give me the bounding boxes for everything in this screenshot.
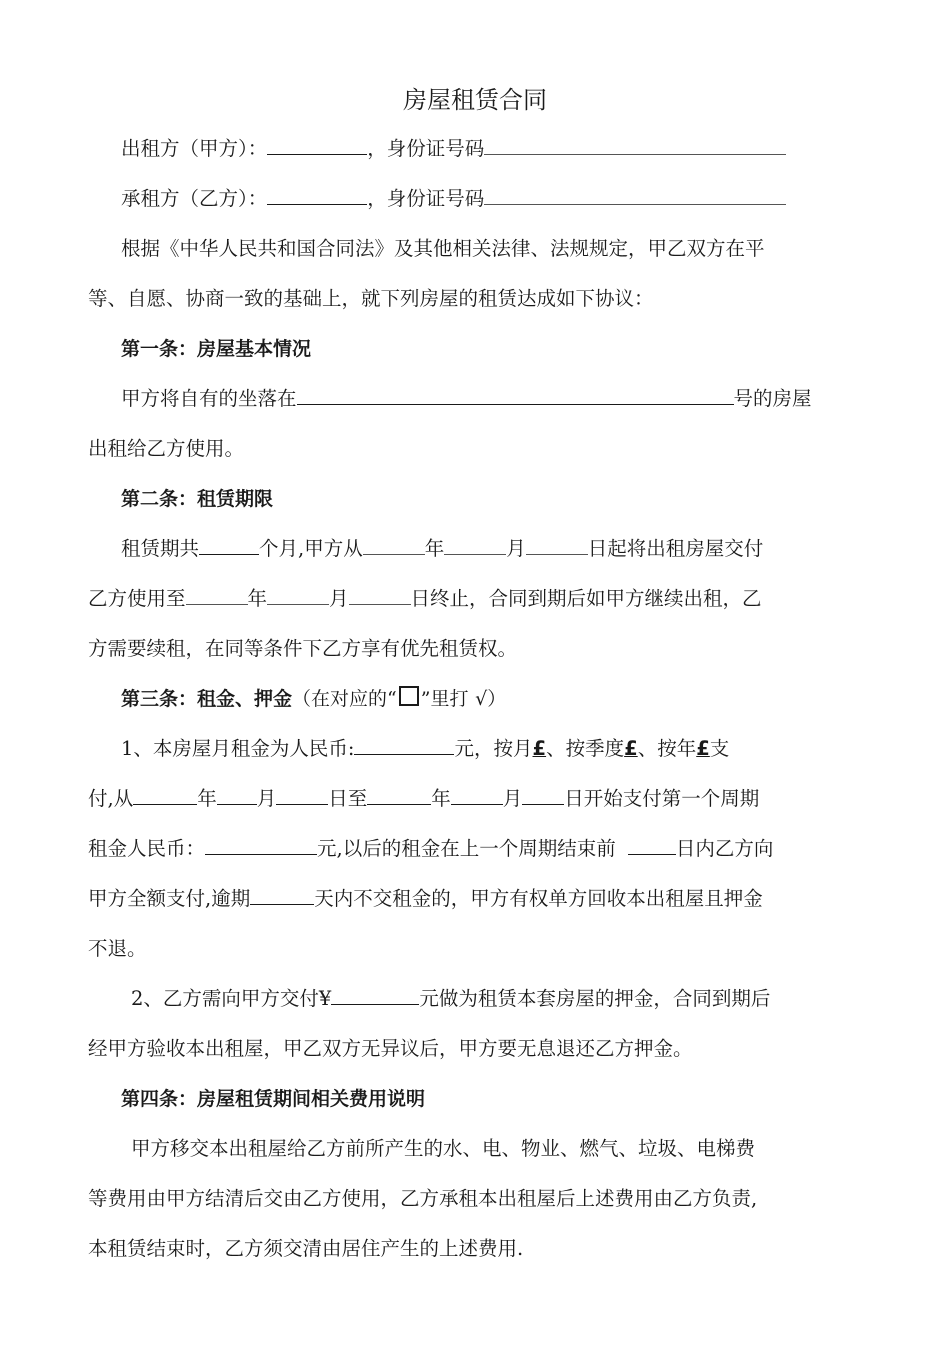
- preamble-line-1: 根据《中华人民共和国合同法》及其他相关法律、法规规定，甲乙双方在平: [121, 237, 765, 260]
- first-rent-blank[interactable]: [205, 836, 317, 855]
- lessee-label: 承租方（乙方）：: [121, 187, 268, 210]
- monthly-rent-blank[interactable]: [354, 736, 454, 755]
- heading-note: （在对应的“: [292, 688, 397, 710]
- pay-start-day-blank[interactable]: [276, 786, 328, 805]
- first-rent-label: 租金人民币：: [88, 837, 206, 860]
- monthly-checkbox[interactable]: £: [532, 737, 547, 760]
- deposit-amount-blank[interactable]: [331, 986, 419, 1005]
- lessor-id-blank[interactable]: [484, 136, 786, 155]
- day-to-label: 日至: [328, 787, 368, 810]
- month-label: 月: [502, 787, 523, 810]
- yearly-checkbox[interactable]: £: [696, 737, 710, 760]
- article1-text-b: 号的房屋: [733, 387, 812, 410]
- article3-p1-line-3: [88, 834, 868, 864]
- month-label: 月: [329, 587, 349, 610]
- article2-line-1: [121, 534, 901, 564]
- quarterly-option-label: 按季度: [565, 737, 625, 760]
- pay-end-day-blank[interactable]: [522, 786, 564, 805]
- article1-line-1: [121, 384, 901, 414]
- article2-line-2: [88, 584, 868, 614]
- pay-start-year-blank[interactable]: [133, 786, 197, 805]
- start-month-blank[interactable]: [444, 536, 506, 555]
- start-from-label: 个月,甲方从: [259, 537, 363, 560]
- pay-start-month-blank[interactable]: [217, 786, 257, 805]
- article1-text-a: 甲方将自有的坐落在: [121, 387, 297, 410]
- article1-line-2: 出租给乙方使用。: [88, 437, 245, 460]
- use-until-label: 乙方使用至: [88, 587, 186, 610]
- article2-line-3: 方需要续租，在同等条件下乙方享有优先租赁权。: [88, 637, 518, 660]
- article4-heading: 第四条：房屋租赁期间相关费用说明: [121, 1088, 426, 1110]
- first-period-label: 日开始支付第一个周期: [564, 787, 760, 810]
- subsequent-rent-label: 元,以后的租金在上一个周期结束前: [317, 837, 616, 860]
- property-address-blank[interactable]: [297, 386, 734, 405]
- heading-note: ）: [487, 688, 507, 710]
- pay-label: 支: [709, 737, 730, 760]
- year-label: 年: [431, 787, 451, 810]
- start-day-blank[interactable]: [526, 536, 588, 555]
- end-year-blank[interactable]: [186, 586, 248, 605]
- lease-months-blank[interactable]: [199, 536, 259, 555]
- heading-note: ”里打: [420, 688, 469, 710]
- article3-p1-line-2: [88, 784, 868, 814]
- lessee-id-blank[interactable]: [484, 186, 786, 205]
- pay-end-year-blank[interactable]: [367, 786, 431, 805]
- lessor-name-blank[interactable]: [267, 136, 367, 155]
- article3-heading: [121, 684, 901, 714]
- deposit-label: 2、乙方需向甲方交付¥: [131, 987, 332, 1010]
- page-title: 房屋租赁合同: [403, 86, 547, 114]
- lessor-label: 出租方（甲方）：: [121, 137, 268, 160]
- checkbox-square-icon: [399, 686, 419, 706]
- year-label: 年: [247, 587, 268, 610]
- month-label: 月: [506, 537, 526, 560]
- overdue-terms: 天内不交租金的，甲方有权单方回收本出租屋且押金: [314, 887, 763, 910]
- end-month-blank[interactable]: [267, 586, 329, 605]
- pay-days-label: 日内乙方向: [675, 837, 774, 860]
- quarterly-checkbox[interactable]: £: [624, 737, 638, 760]
- lease-term-label: 租赁期共: [121, 537, 200, 560]
- preamble-line-2: 等、自愿、协商一致的基础上，就下列房屋的租赁达成如下协议：: [88, 287, 654, 310]
- overdue-days-blank[interactable]: [250, 886, 314, 905]
- lessee-id-label: ，身份证号码: [367, 187, 485, 210]
- year-label: 年: [197, 787, 217, 810]
- article2-heading: 第二条：租赁期限: [121, 488, 274, 510]
- monthly-rent-label: 1、本房屋月租金为人民币:: [121, 737, 355, 760]
- article4-line-3: 本租赁结束时，乙方须交清由居住产生的上述费用.: [88, 1237, 524, 1260]
- article3-p2-line-2: 经甲方验收本出租屋，甲乙双方无异议后，甲方要无息退还乙方押金。: [88, 1037, 693, 1060]
- lessor-line: [121, 134, 901, 164]
- lessor-id-label: ，身份证号码: [367, 137, 485, 160]
- separator: 、: [546, 737, 566, 760]
- article3-p1-line-5: 不退。: [88, 937, 147, 960]
- monthly-option-label: 元，按月: [454, 737, 533, 760]
- month-label: 月: [256, 787, 277, 810]
- article1-heading: 第一条：房屋基本情况: [121, 338, 312, 360]
- end-day-label: 日终止，合同到期后如甲方继续出租，乙: [410, 587, 762, 610]
- article4-line-1: 甲方移交本出租屋给乙方前所产生的水、电、物业、燃气、垃圾、电梯费: [131, 1137, 756, 1160]
- end-day-blank[interactable]: [349, 586, 411, 605]
- article3-p1-line-4: [88, 884, 868, 914]
- year-label: 年: [424, 537, 445, 560]
- lessee-name-blank[interactable]: [267, 186, 367, 205]
- overdue-label: 甲方全额支付,逾期: [88, 887, 251, 910]
- article3-p2-line-1: [131, 984, 911, 1014]
- pay-from-label: 付,从: [88, 787, 134, 810]
- lessee-line: [121, 184, 901, 214]
- pay-days-blank[interactable]: [628, 836, 676, 855]
- yearly-option-label: 按年: [657, 737, 697, 760]
- start-day-label: 日起将出租房屋交付: [587, 537, 764, 560]
- article3-p1-line-1: [121, 734, 901, 764]
- pay-end-month-blank[interactable]: [451, 786, 503, 805]
- separator: 、: [637, 737, 658, 760]
- article3-heading-text: 第三条：租金、押金: [121, 688, 293, 710]
- deposit-terms: 元做为租赁本套房屋的押金，合同到期后: [419, 987, 771, 1010]
- article4-line-2: 等费用由甲方结清后交由乙方使用，乙方承租本出租屋后上述费用由乙方负责,: [88, 1187, 758, 1210]
- check-mark-icon: √: [475, 688, 488, 710]
- start-year-blank[interactable]: [363, 536, 425, 555]
